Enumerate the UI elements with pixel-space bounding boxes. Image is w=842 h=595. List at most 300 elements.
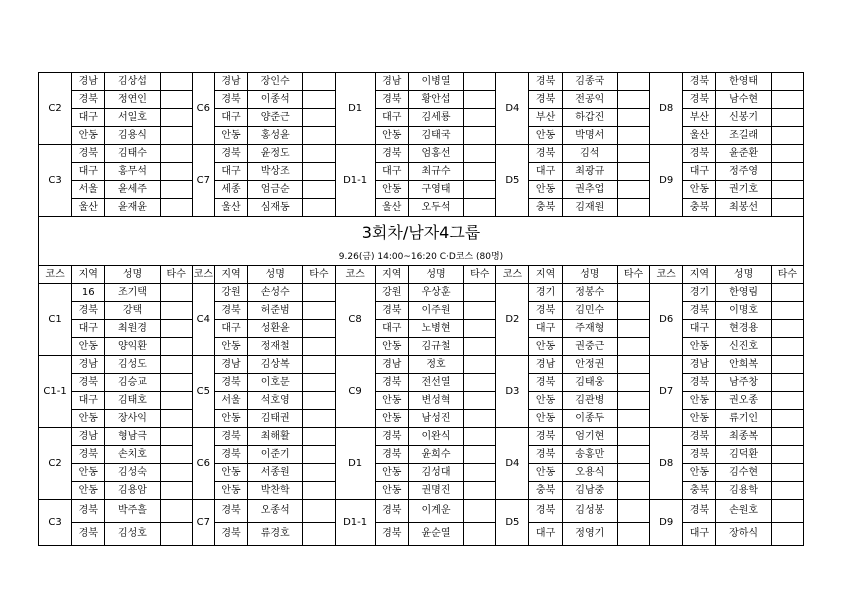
player-region: 안동 xyxy=(375,482,408,500)
player-name: 김용식 xyxy=(105,127,160,145)
player-name: 권추업 xyxy=(562,181,617,199)
player-name: 권기호 xyxy=(716,181,771,199)
player-region: 안동 xyxy=(683,464,716,482)
table-row xyxy=(39,446,804,464)
player-name: 서일호 xyxy=(105,109,160,127)
course-code: D8 xyxy=(650,428,683,500)
player-region: 울산 xyxy=(375,199,408,217)
player-score xyxy=(160,127,192,145)
player-name: 김재원 xyxy=(562,199,617,217)
player-region: 서울 xyxy=(214,392,247,410)
player-region: 안동 xyxy=(529,464,562,482)
player-name: 조길래 xyxy=(716,127,771,145)
player-region: 경북 xyxy=(375,523,408,546)
player-name: 김남중 xyxy=(562,482,617,500)
player-region: 경북 xyxy=(683,73,716,91)
player-name: 한영태 xyxy=(716,73,771,91)
player-region: 안동 xyxy=(375,410,408,428)
player-region: 경기 xyxy=(529,284,562,302)
course-header: 코스 xyxy=(650,266,683,284)
course-header: 코스 xyxy=(335,266,375,284)
player-region: 경북 xyxy=(214,145,247,163)
player-score xyxy=(617,446,649,464)
player-name: 김태국 xyxy=(408,127,463,145)
player-name: 장인수 xyxy=(248,73,303,91)
player-region: 안동 xyxy=(214,482,247,500)
player-score xyxy=(303,374,335,392)
course-code: D1 xyxy=(335,73,375,145)
player-region: 경기 xyxy=(683,284,716,302)
player-region: 강원 xyxy=(214,284,247,302)
player-score xyxy=(160,145,192,163)
player-name: 윤순열 xyxy=(408,523,463,546)
player-name: 김석 xyxy=(562,145,617,163)
player-score xyxy=(771,500,803,523)
player-score xyxy=(771,482,803,500)
player-name: 박주흘 xyxy=(105,500,160,523)
course-code: C6 xyxy=(192,428,214,500)
player-score xyxy=(617,356,649,374)
player-region: 대구 xyxy=(214,320,247,338)
player-region: 경북 xyxy=(683,374,716,392)
player-score xyxy=(617,374,649,392)
player-score xyxy=(160,428,192,446)
player-score xyxy=(771,392,803,410)
player-score xyxy=(771,284,803,302)
player-score xyxy=(160,320,192,338)
course-code: C2 xyxy=(39,73,72,145)
player-score xyxy=(464,284,496,302)
player-score xyxy=(303,91,335,109)
player-score xyxy=(464,127,496,145)
player-score xyxy=(771,181,803,199)
player-score xyxy=(303,500,335,523)
player-score xyxy=(160,181,192,199)
player-name: 윤희수 xyxy=(408,446,463,464)
player-score xyxy=(617,199,649,217)
player-score xyxy=(160,302,192,320)
player-region: 안동 xyxy=(72,482,105,500)
player-region: 대구 xyxy=(683,320,716,338)
course-code: D1 xyxy=(335,428,375,500)
player-name: 정호 xyxy=(408,356,463,374)
player-region: 대구 xyxy=(375,320,408,338)
table-row xyxy=(39,73,804,91)
player-score xyxy=(617,302,649,320)
player-name: 형남극 xyxy=(105,428,160,446)
player-region: 경북 xyxy=(683,428,716,446)
table-row xyxy=(39,428,804,446)
course-code: C7 xyxy=(192,145,214,217)
player-score xyxy=(617,73,649,91)
player-region: 경북 xyxy=(375,374,408,392)
player-region: 경북 xyxy=(529,446,562,464)
player-name: 이주원 xyxy=(408,302,463,320)
player-name: 신진호 xyxy=(716,338,771,356)
player-region: 경북 xyxy=(72,302,105,320)
player-name: 김세룡 xyxy=(408,109,463,127)
region-header: 지역 xyxy=(375,266,408,284)
player-region: 대구 xyxy=(529,320,562,338)
player-region: 안동 xyxy=(72,127,105,145)
player-region: 경북 xyxy=(214,302,247,320)
player-score xyxy=(464,320,496,338)
player-score xyxy=(771,338,803,356)
player-region: 경남 xyxy=(375,73,408,91)
player-name: 권오종 xyxy=(716,392,771,410)
player-score xyxy=(617,464,649,482)
player-score xyxy=(160,392,192,410)
name-header: 성명 xyxy=(562,266,617,284)
player-region: 안동 xyxy=(529,127,562,145)
player-name: 조기택 xyxy=(105,284,160,302)
player-score xyxy=(617,338,649,356)
player-name: 윤재윤 xyxy=(105,199,160,217)
player-name: 류경호 xyxy=(248,523,303,546)
player-name: 박상조 xyxy=(248,163,303,181)
course-code: D9 xyxy=(650,145,683,217)
player-region: 울산 xyxy=(214,199,247,217)
player-region: 경북 xyxy=(375,500,408,523)
player-region: 충북 xyxy=(529,482,562,500)
player-region: 대구 xyxy=(72,163,105,181)
player-score xyxy=(464,410,496,428)
player-name: 김태수 xyxy=(105,145,160,163)
name-header: 성명 xyxy=(716,266,771,284)
player-name: 김덕환 xyxy=(716,446,771,464)
player-region: 안동 xyxy=(683,181,716,199)
course-code: D8 xyxy=(650,73,683,145)
player-score xyxy=(617,392,649,410)
player-name: 최원경 xyxy=(105,320,160,338)
player-score xyxy=(771,320,803,338)
score-header: 타수 xyxy=(303,266,335,284)
player-region: 경북 xyxy=(375,91,408,109)
player-score xyxy=(464,464,496,482)
player-region: 안동 xyxy=(375,127,408,145)
player-score xyxy=(303,464,335,482)
player-score xyxy=(160,73,192,91)
player-region: 충북 xyxy=(683,482,716,500)
player-score xyxy=(771,127,803,145)
player-name: 현경용 xyxy=(716,320,771,338)
player-region: 경북 xyxy=(72,446,105,464)
player-name: 박명서 xyxy=(562,127,617,145)
course-code: D4 xyxy=(496,428,529,500)
player-score xyxy=(617,127,649,145)
course-code: C6 xyxy=(192,73,214,145)
table-row xyxy=(39,500,804,523)
player-name: 서종원 xyxy=(248,464,303,482)
table-row xyxy=(39,302,804,320)
column-header-row xyxy=(39,266,804,284)
player-score xyxy=(160,523,192,546)
player-score xyxy=(617,523,649,546)
course-code: D5 xyxy=(496,500,529,546)
player-score xyxy=(464,199,496,217)
player-score xyxy=(303,163,335,181)
player-name: 송홍만 xyxy=(562,446,617,464)
player-region: 부산 xyxy=(529,109,562,127)
player-name: 홍성윤 xyxy=(248,127,303,145)
player-region: 안동 xyxy=(214,127,247,145)
player-region: 울산 xyxy=(72,199,105,217)
player-score xyxy=(771,163,803,181)
player-region: 경북 xyxy=(375,145,408,163)
player-score xyxy=(303,338,335,356)
player-score xyxy=(464,392,496,410)
player-region: 대구 xyxy=(375,163,408,181)
table-row xyxy=(39,410,804,428)
player-region: 경북 xyxy=(214,523,247,546)
player-name: 전선열 xyxy=(408,374,463,392)
player-name: 김수현 xyxy=(716,464,771,482)
player-name: 장하식 xyxy=(716,523,771,546)
table-row xyxy=(39,91,804,109)
player-name: 장사익 xyxy=(105,410,160,428)
table-row xyxy=(39,284,804,302)
player-region: 충북 xyxy=(683,199,716,217)
player-region: 안동 xyxy=(683,338,716,356)
player-score xyxy=(464,73,496,91)
player-score xyxy=(771,464,803,482)
course-code: D2 xyxy=(496,284,529,356)
player-score xyxy=(464,356,496,374)
name-header: 성명 xyxy=(408,266,463,284)
name-header: 성명 xyxy=(248,266,303,284)
player-region: 대구 xyxy=(72,392,105,410)
player-region: 안동 xyxy=(214,464,247,482)
player-region: 경북 xyxy=(529,374,562,392)
player-name: 안희복 xyxy=(716,356,771,374)
player-region: 안동 xyxy=(214,410,247,428)
player-region: 안동 xyxy=(375,181,408,199)
table-row xyxy=(39,464,804,482)
player-score xyxy=(160,374,192,392)
player-region: 경남 xyxy=(72,73,105,91)
player-score xyxy=(303,446,335,464)
player-region: 경북 xyxy=(72,374,105,392)
player-score xyxy=(160,338,192,356)
player-name: 권중근 xyxy=(562,338,617,356)
player-region: 안동 xyxy=(529,410,562,428)
player-region: 안동 xyxy=(529,392,562,410)
score-header: 타수 xyxy=(617,266,649,284)
player-name: 김태웅 xyxy=(562,374,617,392)
score-header: 타수 xyxy=(160,266,192,284)
player-name: 이호문 xyxy=(248,374,303,392)
player-name: 허준범 xyxy=(248,302,303,320)
player-name: 엄홍선 xyxy=(408,145,463,163)
player-region: 울산 xyxy=(683,127,716,145)
region-header: 지역 xyxy=(683,266,716,284)
player-region: 경남 xyxy=(214,73,247,91)
player-region: 경북 xyxy=(529,302,562,320)
player-score xyxy=(303,356,335,374)
table-row xyxy=(39,374,804,392)
player-name: 남주창 xyxy=(716,374,771,392)
player-name: 손치호 xyxy=(105,446,160,464)
player-name: 양익환 xyxy=(105,338,160,356)
course-code: C8 xyxy=(335,284,375,356)
course-code: D9 xyxy=(650,500,683,546)
player-name: 이종두 xyxy=(562,410,617,428)
player-region: 대구 xyxy=(375,109,408,127)
course-code: C3 xyxy=(39,145,72,217)
player-score xyxy=(160,163,192,181)
player-region: 경북 xyxy=(529,91,562,109)
player-score xyxy=(617,284,649,302)
player-name: 이완식 xyxy=(408,428,463,446)
player-name: 한영림 xyxy=(716,284,771,302)
player-score xyxy=(303,284,335,302)
player-name: 정연인 xyxy=(105,91,160,109)
course-code: C3 xyxy=(39,500,72,546)
player-score xyxy=(617,91,649,109)
player-score xyxy=(771,428,803,446)
player-name: 김태호 xyxy=(105,392,160,410)
course-code: C7 xyxy=(192,500,214,546)
bottom-section xyxy=(39,284,804,546)
course-code: D6 xyxy=(650,284,683,356)
player-region: 대구 xyxy=(214,109,247,127)
course-code: D1-1 xyxy=(335,145,375,217)
player-region: 안동 xyxy=(72,338,105,356)
player-name: 정봉수 xyxy=(562,284,617,302)
player-region: 안동 xyxy=(72,410,105,428)
course-header: 코스 xyxy=(496,266,529,284)
player-name: 최규수 xyxy=(408,163,463,181)
player-name: 변성혁 xyxy=(408,392,463,410)
player-region: 경북 xyxy=(72,523,105,546)
player-score xyxy=(160,356,192,374)
player-name: 김승교 xyxy=(105,374,160,392)
table-row xyxy=(39,482,804,500)
player-score xyxy=(771,356,803,374)
player-name: 최종복 xyxy=(716,428,771,446)
player-region: 안동 xyxy=(375,464,408,482)
player-name: 김종국 xyxy=(562,73,617,91)
player-region: 경북 xyxy=(683,302,716,320)
table-row xyxy=(39,145,804,163)
player-name: 김관병 xyxy=(562,392,617,410)
table-row xyxy=(39,523,804,546)
player-name: 손원호 xyxy=(716,500,771,523)
player-name: 정영기 xyxy=(562,523,617,546)
region-header: 지역 xyxy=(529,266,562,284)
player-region: 안동 xyxy=(72,464,105,482)
player-score xyxy=(464,109,496,127)
player-name: 윤세주 xyxy=(105,181,160,199)
player-score xyxy=(303,302,335,320)
course-code: C1 xyxy=(39,284,72,356)
course-header: 코스 xyxy=(39,266,72,284)
player-region: 대구 xyxy=(72,109,105,127)
player-score xyxy=(771,374,803,392)
player-score xyxy=(160,91,192,109)
player-name: 김성숙 xyxy=(105,464,160,482)
player-score xyxy=(464,482,496,500)
course-code: C1-1 xyxy=(39,356,72,428)
player-region: 경북 xyxy=(375,428,408,446)
player-score xyxy=(464,428,496,446)
player-name: 박찬학 xyxy=(248,482,303,500)
player-region: 대구 xyxy=(683,523,716,546)
player-region: 안동 xyxy=(683,392,716,410)
player-name: 홍무석 xyxy=(105,163,160,181)
player-score xyxy=(303,199,335,217)
player-name: 하갑진 xyxy=(562,109,617,127)
player-name: 최봉선 xyxy=(716,199,771,217)
table-row xyxy=(39,163,804,181)
player-score xyxy=(617,145,649,163)
player-score xyxy=(303,482,335,500)
player-score xyxy=(617,181,649,199)
course-code: C5 xyxy=(192,356,214,428)
score-header: 타수 xyxy=(771,266,803,284)
player-region: 경북 xyxy=(529,500,562,523)
player-region: 경북 xyxy=(72,91,105,109)
player-score xyxy=(464,91,496,109)
player-name: 김성도 xyxy=(105,356,160,374)
player-region: 대구 xyxy=(683,163,716,181)
player-region: 대구 xyxy=(529,523,562,546)
table-row xyxy=(39,356,804,374)
table-row xyxy=(39,338,804,356)
player-score xyxy=(303,392,335,410)
player-region: 경남 xyxy=(72,428,105,446)
player-score xyxy=(160,410,192,428)
player-region: 안동 xyxy=(375,338,408,356)
player-score xyxy=(771,145,803,163)
player-score xyxy=(303,320,335,338)
player-region: 경북 xyxy=(375,302,408,320)
player-region: 경남 xyxy=(375,356,408,374)
player-name: 윤준환 xyxy=(716,145,771,163)
player-region: 경북 xyxy=(529,73,562,91)
player-score xyxy=(303,428,335,446)
player-region: 16 xyxy=(72,284,105,302)
table-row xyxy=(39,127,804,145)
player-name: 김용학 xyxy=(716,482,771,500)
player-region: 경북 xyxy=(683,446,716,464)
player-region: 경북 xyxy=(529,145,562,163)
table-row xyxy=(39,392,804,410)
player-region: 안동 xyxy=(529,338,562,356)
player-score xyxy=(160,500,192,523)
player-name: 오종석 xyxy=(248,500,303,523)
player-score xyxy=(464,374,496,392)
player-region: 경북 xyxy=(214,91,247,109)
player-region: 경남 xyxy=(529,356,562,374)
player-score xyxy=(303,127,335,145)
player-name: 최광규 xyxy=(562,163,617,181)
player-region: 세종 xyxy=(214,181,247,199)
player-name: 엄기현 xyxy=(562,428,617,446)
course-code: D5 xyxy=(496,145,529,217)
player-score xyxy=(617,163,649,181)
player-region: 경북 xyxy=(214,500,247,523)
course-code: C4 xyxy=(192,284,214,356)
player-region: 안동 xyxy=(529,181,562,199)
player-name: 오두석 xyxy=(408,199,463,217)
table-row xyxy=(39,109,804,127)
player-region: 충북 xyxy=(529,199,562,217)
player-score xyxy=(771,446,803,464)
player-score xyxy=(771,410,803,428)
player-score xyxy=(771,302,803,320)
player-name: 석호영 xyxy=(248,392,303,410)
